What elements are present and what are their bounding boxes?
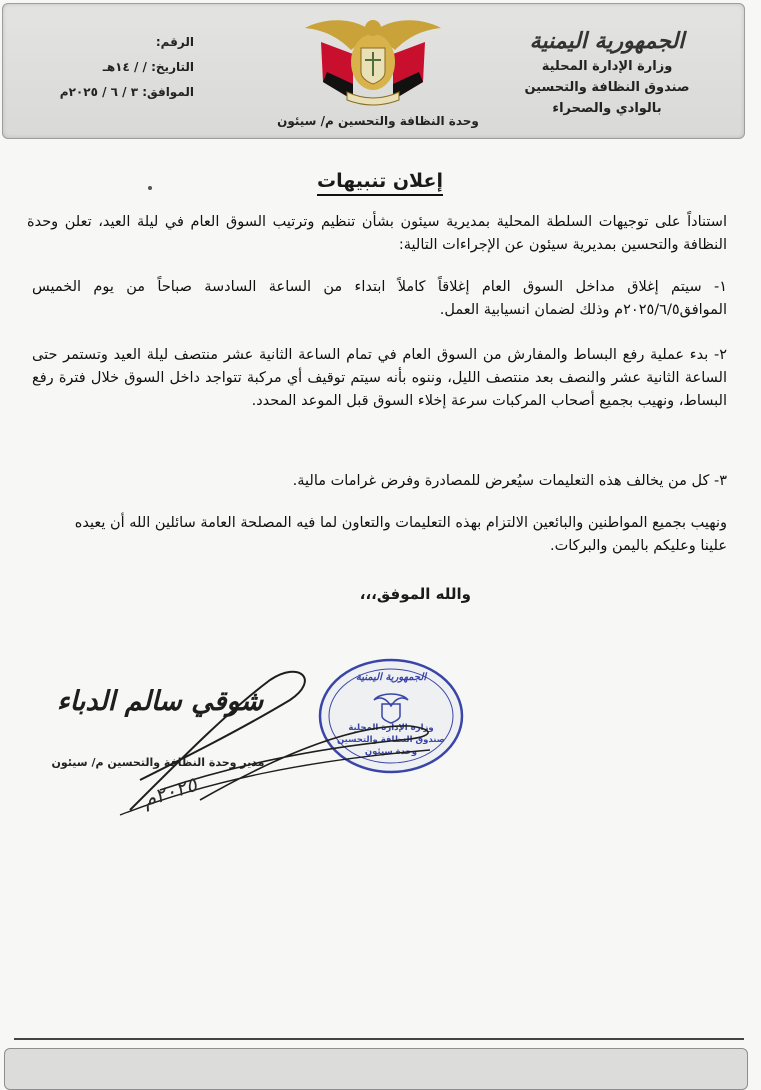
letterhead-issuer (492, 26, 722, 119)
announcement-title-text: إعلان تنبيهات (317, 170, 443, 196)
announcement-title (230, 170, 530, 192)
letterhead-reference (29, 30, 194, 105)
region-name: بالوادي والصحراء (552, 101, 662, 116)
signatory-title: مدير وحدة النظافة والتحسين م/ سيئون (51, 756, 265, 769)
intro-paragraph: استناداً على توجيهات السلطة المحلية بمديرية سيئون بشأن تنظيم وترتيب السوق العام في ليلة العيد، تعلن وحدة النظافة والتحسين بمديرية سيئون عن الإجراءات التالية: (27, 214, 727, 253)
signature-date: ٢٠٢٥م (139, 772, 200, 812)
unit-name: وحدة النظافة والتحسين م/ سيئون (277, 114, 479, 128)
stamp-fund: صندوق النظافة والتحسين (337, 735, 445, 745)
signatory-name: شوقي سالم الدباء (56, 686, 264, 717)
gregorian-date: الموافق: ٣ / ٦ / ٢٠٢٥م (59, 85, 194, 99)
notice-item-1: ١- سيتم إغلاق مداخل السوق العام إغلاقاً كاملاً ابتداء من الساعة السادسة صباحاً من يوم الخميس الموافق٢٠٢٥/٦/٥م وذلك لضمان انسيابية العمل. (32, 279, 727, 318)
footer-band (4, 1048, 748, 1090)
closing-phrase: والله الموفق،،، (359, 585, 471, 603)
stamp-unit: وحدة سيئون (364, 747, 418, 757)
government-name: الجمهورية اليمنية (529, 28, 685, 54)
handwritten-signature (100, 640, 460, 840)
scan-speck (148, 186, 152, 190)
fund-name: صندوق النظافة والتحسين (524, 80, 690, 95)
ministry-name: وزارة الإدارة المحلية (541, 59, 673, 74)
reference-label: الرقم: (155, 35, 194, 49)
stamp-government: الجمهورية اليمنية (355, 672, 427, 683)
notice-item-2: ٢- بدء عملية رفع البساط والمفارش من السوق العام في تمام الساعة الثانية عشر منتصف ليلة العيد وتستمر حتى الساعة الثانية عشر والنصف بعد منتصف الليل، وننوه بأنه سيتم توقيف أي مركبة تتواجد داخل السوق خلال فترة رفع البساط، ونهيب بجميع أصحاب المركبات سرعة إخلاء السوق قبل الموعد المحدد. (32, 347, 727, 409)
stamp-ministry: وزارة الإدارة المحلية (348, 723, 434, 733)
hijri-date: التاريخ: / / ١٤هـ (102, 60, 194, 74)
letterhead (2, 3, 745, 139)
notice-item-3: ٣- كل من يخالف هذه التعليمات سيُعرض للمصادرة وفرض غرامات مالية. (292, 473, 727, 489)
yemen-emblem-icon (303, 12, 443, 112)
closing-paragraph: ونهيب بجميع المواطنين والبائعين الالتزام بهذه التعليمات والتعاون لما فيه المصلحة العامة سائلين الله أن يعيده علينا وعليكم باليمن والبركات. (74, 515, 727, 554)
footer-divider (14, 1038, 744, 1040)
